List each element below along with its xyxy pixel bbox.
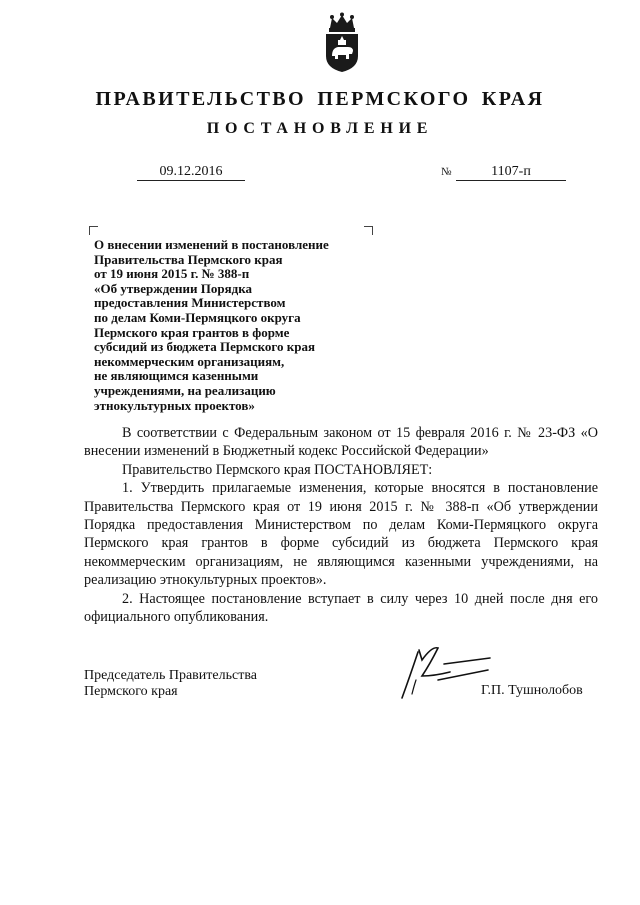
body-paragraph-item-1: 1. Утвердить прилагаемые изменения, которые вносятся в постановление Правительства Пермского края от 19 июня 2015 г. № 388-п «Об утверждении Порядка предоставления Министерством по делам Коми-Пермяцкого округа Пермского края грантов в форме субсидий из бюджета Пермского края некоммерческим организациям, не являющимся казенными учреждениями, на реализацию этнокультурных проектов». [84, 480, 598, 589]
subject-line: О внесении изменений в постановление [94, 237, 329, 252]
subject-line: предоставления Министерством [94, 295, 286, 311]
subject-line: субсидий из бюджета Пермского края [94, 339, 315, 355]
document-body [84, 424, 598, 626]
body-paragraph-decree: Правительство Пермского края ПОСТАНОВЛЯЕТ: [122, 461, 433, 478]
signatory-title-line: Председатель Правительства [84, 668, 257, 683]
subject-line: учреждениями, на реализацию [94, 382, 276, 398]
signatory-title [84, 668, 257, 699]
body-paragraph-item-2: 2. Настоящее постановление вступает в силу через 10 дней после дня его официального опубликования. [84, 590, 598, 626]
subject-corner-mark-right [364, 226, 373, 235]
subject-block [94, 238, 394, 413]
signer-name: Г.П. Тушнолобов [481, 683, 583, 698]
body-paragraph-preamble: В соответствии с Федеральным законом от 15 февраля 2016 г. № 23-ФЗ «О внесении изменений в Бюджетный кодекс Российской Федерации» [84, 425, 598, 460]
signatory-title-line: Пермского края [84, 683, 178, 699]
organization-title: ПРАВИТЕЛЬСТВО ПЕРМСКОГО КРАЯ [95, 88, 545, 110]
subject-line: по делам Коми-Пермяцкого округа [94, 309, 301, 325]
subject-line: «Об утверждении Порядка [94, 280, 253, 296]
coat-of-arms-icon [318, 12, 366, 74]
subject-line: от 19 июня 2015 г. № 388-п [94, 266, 250, 282]
subject-line: Пермского края грантов в форме [94, 324, 290, 340]
subject-line: этнокультурных проектов» [94, 397, 255, 413]
document-date: 09.12.2016 [137, 164, 245, 181]
subject-line: некоммерческим организациям, [94, 353, 285, 369]
document-type: ПОСТАНОВЛЕНИЕ [206, 120, 434, 137]
subject-line: не являющимся казенными [94, 368, 259, 384]
number-sign: № [441, 166, 452, 178]
subject-corner-mark-left [89, 226, 98, 235]
document-number: 1107-п [456, 164, 566, 181]
subject-line: Правительства Пермского края [94, 251, 283, 267]
